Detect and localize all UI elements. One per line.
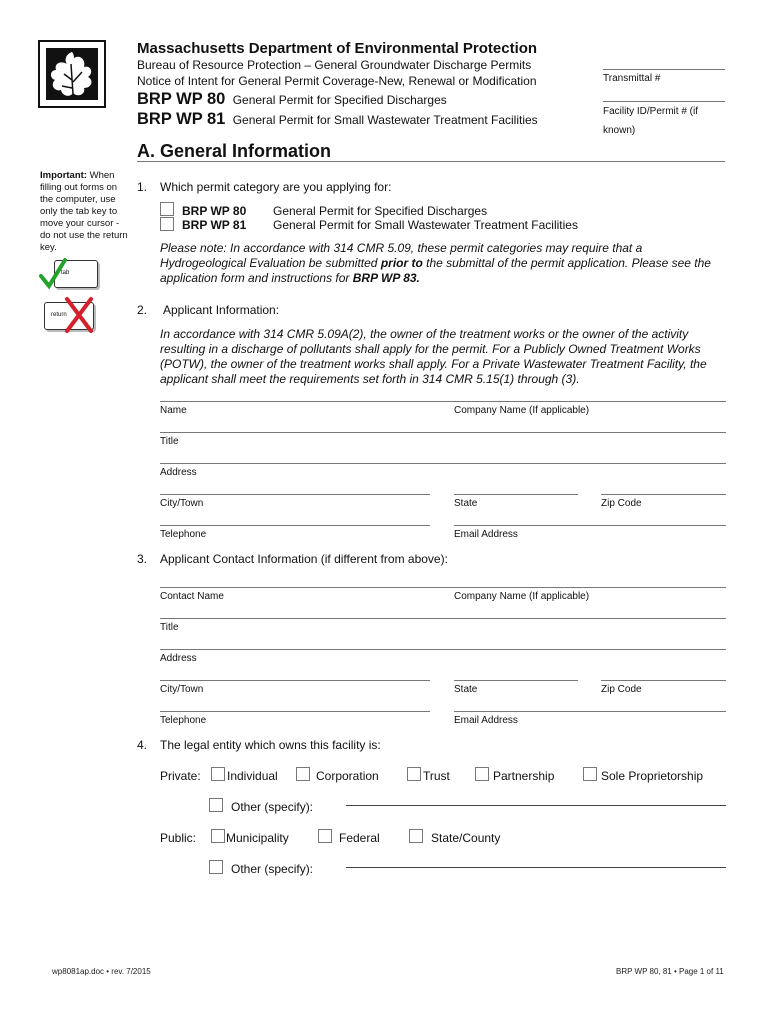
- q3-text: Applicant Contact Information (if different from above):: [160, 552, 448, 566]
- company-label: Company Name (If applicable): [454, 405, 590, 416]
- q2-number: 2.: [137, 303, 148, 317]
- q1-note-bold-2: BRP WP 83.: [352, 271, 420, 285]
- state-label: State: [454, 684, 478, 695]
- state-label: State: [454, 498, 478, 509]
- contact-label: Contact Name: [160, 591, 224, 602]
- form-code: BRP WP 81: [137, 110, 226, 128]
- private-other-input[interactable]: [346, 805, 726, 806]
- bureau-line: Bureau of Resource Protection – General Groundwater Discharge Permits: [137, 58, 532, 72]
- email-label: Email Address: [454, 715, 518, 726]
- q1-note-text: Please note: In accordance with 314 CMR 5.09, these permit categories may require that a Hydrogeological Evaluation be submitted: [160, 241, 643, 270]
- applicant-email-field[interactable]: [454, 525, 726, 540]
- zip-label: Zip Code: [601, 684, 642, 695]
- form-code: BRP WP 80: [137, 90, 226, 108]
- contact-state-field[interactable]: [454, 680, 578, 695]
- corporation-label: Corporation: [316, 769, 379, 783]
- wp81-desc: General Permit for Small Wastewater Treatment Facilities: [273, 218, 578, 232]
- important-label: Important:: [40, 170, 87, 181]
- q1-text: Which permit category are you applying for:: [160, 180, 392, 194]
- public-label: Public:: [160, 831, 197, 845]
- important-text: When filling out forms on the computer, use only the tab key to move your cursor - do not use the return key.: [40, 170, 128, 253]
- q2-note: In accordance with 314 CMR 5.09A(2), the owner of the treatment works or the owner of the activity resulting in a discharge of pollutants shall apply for the permit. For a Publicly Owned Treatment Works (POTW), the owner of the treatment works shall apply. For a Private Wastewater Treatment Facility, the applicant shall meet the requirements set forth in 314 CMR 5.15(1) through (3).: [160, 327, 707, 386]
- transmittal-label: Transmittal #: [603, 73, 661, 84]
- notice-line: Notice of Intent for General Permit Coverage-New, Renewal or Modification: [137, 74, 537, 88]
- q4-number: 4.: [137, 738, 148, 752]
- form-desc: General Permit for Specified Discharges: [232, 93, 447, 107]
- return-key-illustration: [40, 296, 100, 336]
- form-line-81: [137, 110, 538, 129]
- title-label: Title: [160, 436, 179, 447]
- checkmark-icon: [38, 258, 68, 290]
- agency-title: Massachusetts Department of Environmental Protection: [137, 40, 538, 57]
- q2-text: Applicant Information:: [163, 303, 280, 317]
- contact-zip-field[interactable]: [601, 680, 726, 695]
- form-desc: General Permit for Small Wastewater Treatment Facilities: [232, 113, 538, 127]
- individual-checkbox[interactable]: [211, 767, 225, 781]
- individual-label: Individual: [227, 769, 278, 783]
- contact-city-field[interactable]: [160, 680, 430, 695]
- applicant-title-field[interactable]: [160, 432, 726, 447]
- partnership-checkbox[interactable]: [475, 767, 489, 781]
- wp80-checkbox[interactable]: [160, 202, 174, 216]
- q4-text: The legal entity which owns this facility is:: [160, 738, 381, 752]
- facility-id-field[interactable]: [603, 101, 725, 140]
- name-label: Name: [160, 405, 187, 416]
- oak-leaf-icon: [40, 42, 104, 106]
- contact-email-field[interactable]: [454, 711, 726, 726]
- q3-number: 3.: [137, 552, 148, 566]
- private-other-checkbox[interactable]: [209, 798, 223, 812]
- city-label: City/Town: [160, 498, 204, 509]
- state-county-label: State/County: [431, 831, 501, 845]
- trust-label: Trust: [423, 769, 450, 783]
- address-label: Address: [160, 467, 197, 478]
- zip-label: Zip Code: [601, 498, 642, 509]
- wp80-code: BRP WP 80: [182, 204, 247, 218]
- corporation-checkbox[interactable]: [296, 767, 310, 781]
- q1-note-bold: prior to: [380, 256, 423, 270]
- title-label: Title: [160, 622, 179, 633]
- applicant-name-field[interactable]: [160, 401, 726, 416]
- applicant-address-field[interactable]: [160, 463, 726, 478]
- q1-note-text-2: the submittal of the permit application. Please see the application form and instructions for: [160, 256, 711, 285]
- applicant-city-field[interactable]: [160, 494, 430, 509]
- section-title: A. General Information: [137, 141, 332, 161]
- contact-name-field[interactable]: [160, 587, 726, 602]
- municipality-checkbox[interactable]: [211, 829, 225, 843]
- massdep-logo: [38, 40, 106, 108]
- sole-proprietorship-label: Sole Proprietorship: [601, 769, 704, 783]
- wp80-desc: General Permit for Specified Discharges: [273, 204, 488, 218]
- public-other-checkbox[interactable]: [209, 860, 223, 874]
- telephone-label: Telephone: [160, 529, 207, 540]
- contact-telephone-field[interactable]: [160, 711, 430, 726]
- state-county-checkbox[interactable]: [409, 829, 423, 843]
- transmittal-field[interactable]: [603, 69, 725, 84]
- company-label: Company Name (If applicable): [454, 591, 590, 602]
- applicant-telephone-field[interactable]: [160, 525, 430, 540]
- sole-proprietorship-checkbox[interactable]: [583, 767, 597, 781]
- private-label: Private:: [160, 769, 201, 783]
- facility-label-2: known): [603, 125, 636, 136]
- telephone-label: Telephone: [160, 715, 207, 726]
- important-note: [40, 170, 128, 254]
- footer-page-info: BRP WP 80, 81 • Page 1 of 11: [616, 967, 724, 976]
- address-label: Address: [160, 653, 197, 664]
- public-other-input[interactable]: [346, 867, 726, 868]
- q1-number: 1.: [137, 180, 148, 194]
- q1-note: [160, 241, 726, 286]
- facility-label-1: Facility ID/Permit # (if: [603, 106, 699, 117]
- municipality-label: Municipality: [226, 831, 289, 845]
- wp81-code: BRP WP 81: [182, 218, 247, 232]
- contact-address-field[interactable]: [160, 649, 726, 664]
- trust-checkbox[interactable]: [407, 767, 421, 781]
- contact-title-field[interactable]: [160, 618, 726, 633]
- section-divider: [137, 161, 725, 162]
- form-line-80: [137, 90, 447, 109]
- email-label: Email Address: [454, 529, 518, 540]
- wp81-checkbox[interactable]: [160, 217, 174, 231]
- public-other-label: Other (specify):: [231, 862, 314, 876]
- return-key-label: return: [51, 312, 67, 318]
- federal-checkbox[interactable]: [318, 829, 332, 843]
- partnership-label: Partnership: [493, 769, 555, 783]
- tab-key-label: tab: [61, 270, 70, 276]
- footer-doc-info: wp8081ap.doc • rev. 7/2015: [52, 967, 151, 976]
- federal-label: Federal: [339, 831, 380, 845]
- city-label: City/Town: [160, 684, 204, 695]
- applicant-state-field[interactable]: [454, 494, 578, 509]
- private-other-label: Other (specify):: [231, 800, 314, 814]
- red-x-icon: [62, 296, 96, 334]
- tab-key-illustration: [38, 258, 98, 292]
- applicant-zip-field[interactable]: [601, 494, 726, 509]
